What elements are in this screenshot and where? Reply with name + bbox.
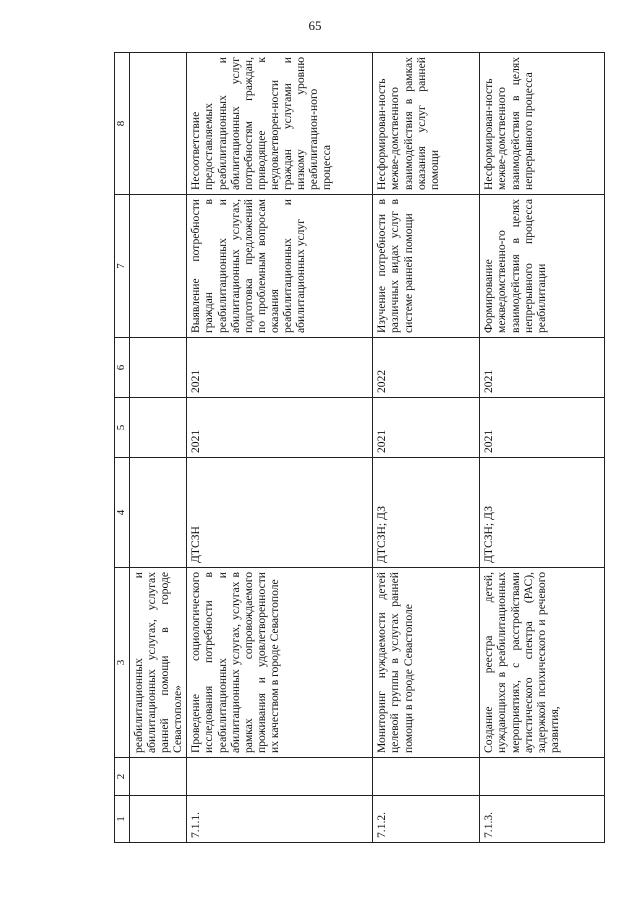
measure-name-cell: реабилитационных и абилитационных услугах, услугах ранней помощи в городе Севастополе» bbox=[130, 568, 187, 758]
end-year-cell: 2021 bbox=[480, 338, 605, 398]
header-cell: 4 bbox=[115, 458, 130, 568]
rotated-table-container bbox=[114, 53, 604, 843]
table-row bbox=[373, 53, 480, 843]
end-year-cell: 2022 bbox=[373, 338, 480, 398]
page-number: 65 bbox=[308, 18, 322, 33]
header-cell: 2 bbox=[115, 758, 130, 796]
executor-cell: ДТСЗН; ДЗ bbox=[480, 458, 605, 568]
expected-result-cell bbox=[130, 195, 187, 338]
header-cell: 5 bbox=[115, 398, 130, 458]
measure-name-cell: Мониторинг нуждаемости детей целевой группы в услугах ранней помощи в городе Севастополе bbox=[373, 568, 480, 758]
executor-cell bbox=[130, 458, 187, 568]
empty-cell bbox=[373, 758, 480, 796]
consequence-cell: Несоответствие предоставляемых реабилитационных и абилитационных услуг потребностям граждан, приводящее к неудовлетворен-ности граждан услугами и низкому уровню реабилитацион-ного процесса bbox=[187, 53, 373, 195]
row-number-cell: 7.1.3. bbox=[480, 796, 605, 843]
table-row bbox=[187, 53, 373, 843]
start-year-cell: 2021 bbox=[373, 398, 480, 458]
measure-name-cell: Проведение социологического исследования потребности в реабилитационных и абилитационных услугах, услугах в рамках сопровождаемого проживания и удовлетворенности их качеством в городе Севастополе bbox=[187, 568, 373, 758]
end-year-cell: 2021 bbox=[187, 338, 373, 398]
expected-result-cell: Изучение потребности в различных видах услуг в системе ранней помощи bbox=[373, 195, 480, 338]
row-number-cell: 7.1.1. bbox=[187, 796, 373, 843]
expected-result-cell: Формирование межведомственно-го взаимодействия в целях непрерывного процесса реабилитации bbox=[480, 195, 605, 338]
header-cell: 1 bbox=[115, 796, 130, 843]
end-year-cell bbox=[130, 338, 187, 398]
empty-cell bbox=[187, 758, 373, 796]
row-number-cell bbox=[130, 796, 187, 843]
table-row bbox=[130, 53, 187, 843]
header-cell: 8 bbox=[115, 53, 130, 195]
table-row bbox=[480, 53, 605, 843]
measure-name-cell: Создание реестра детей, нуждающихся в реабилитационных мероприятиях, с расстройствами аутистического спектра (РАС), задержкой психического и речевого развития, bbox=[480, 568, 605, 758]
empty-cell bbox=[130, 758, 187, 796]
start-year-cell bbox=[130, 398, 187, 458]
header-cell: 6 bbox=[115, 338, 130, 398]
executor-cell: ДТСЗН; ДЗ bbox=[373, 458, 480, 568]
program-table bbox=[114, 52, 605, 843]
table-header-row bbox=[115, 53, 130, 843]
expected-result-cell: Выявление потребности граждан в реабилитационных и абилитационных услугах, подготовка предложений по проблемным вопросам оказания реабилитационных и абилитационных услуг bbox=[187, 195, 373, 338]
consequence-cell bbox=[130, 53, 187, 195]
empty-cell bbox=[480, 758, 605, 796]
start-year-cell: 2021 bbox=[187, 398, 373, 458]
row-number-cell: 7.1.2. bbox=[373, 796, 480, 843]
header-cell: 7 bbox=[115, 195, 130, 338]
executor-cell: ДТСЗН bbox=[187, 458, 373, 568]
start-year-cell: 2021 bbox=[480, 398, 605, 458]
header-cell: 3 bbox=[115, 568, 130, 758]
consequence-cell: Несформирован-ность межве-домственного взаимодействия в целях непрерывного процесса bbox=[480, 53, 605, 195]
consequence-cell: Несформирован-ность межве-домственного взаимодействия в рамках оказания услуг ранней помощи bbox=[373, 53, 480, 195]
